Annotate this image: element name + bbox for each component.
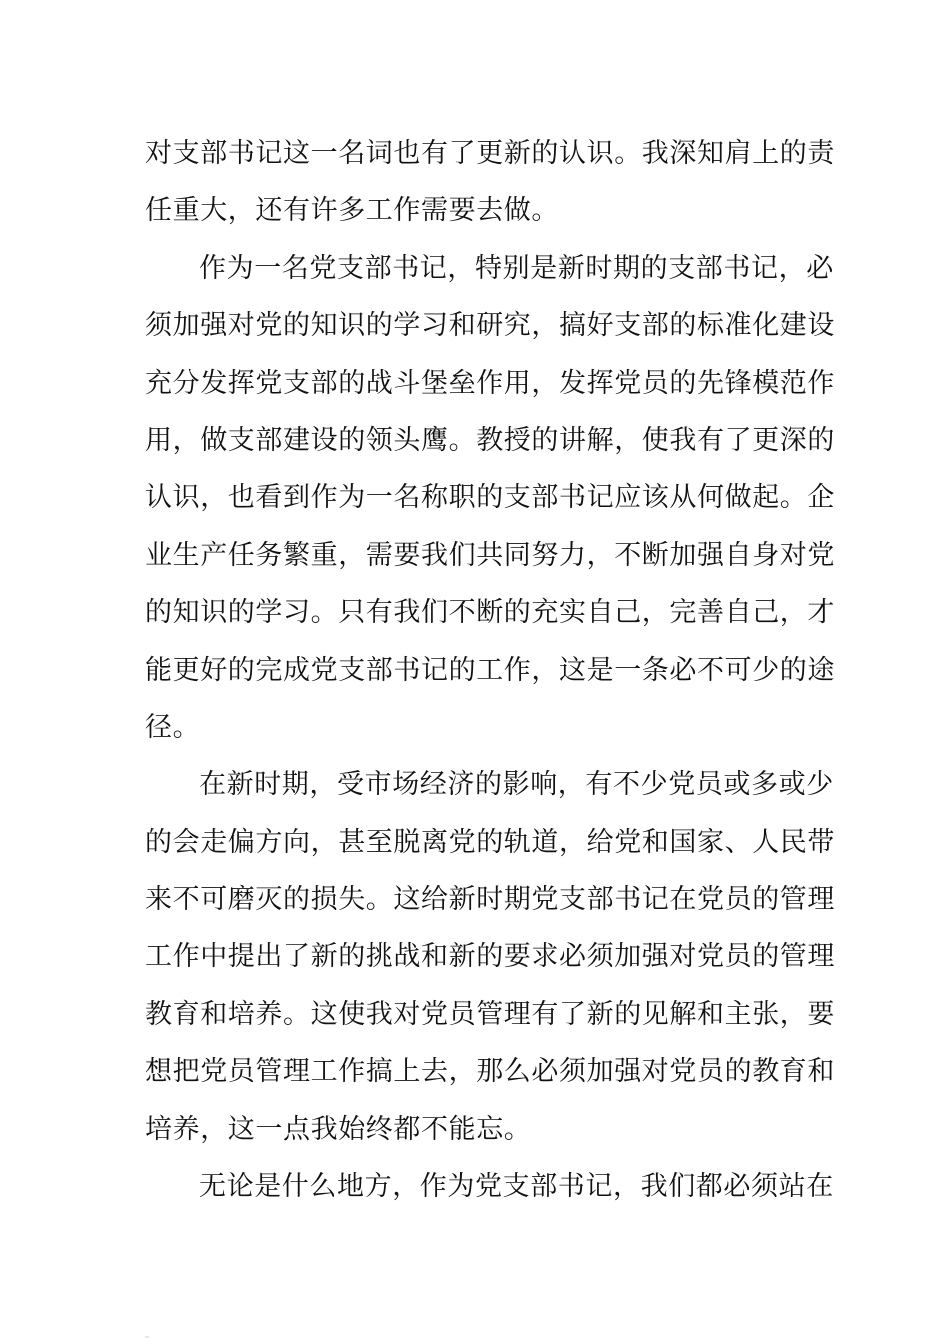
paragraph	[145, 240, 835, 757]
paragraph	[145, 125, 835, 240]
text-line: 的会走偏方向，甚至脱离党的轨道，给党和国家、人民带	[145, 826, 835, 858]
paragraph	[145, 1158, 834, 1215]
text-line: 培养，这一点我始终都不能忘。	[145, 1113, 532, 1145]
text-line: 工作中提出了新的挑战和新的要求必须加强对党员的管理	[145, 941, 835, 973]
paragraph	[145, 756, 835, 1158]
text-line: 来不可磨灭的损失。这给新时期党支部书记在党员的管理	[145, 884, 835, 916]
text-line: 业生产任务繁重，需要我们共同努力，不断加强自身对党	[145, 539, 835, 571]
text-line: 须加强对党的知识的学习和研究，搞好支部的标准化建设	[145, 310, 835, 342]
page-footer-mark	[145, 1336, 149, 1338]
text-line: 教育和培养。这使我对党员管理有了新的见解和主张，要	[145, 998, 835, 1030]
text-line: 用，做支部建设的领头鹰。教授的讲解，使我有了更深的	[145, 424, 835, 456]
text-line: 任重大，还有许多工作需要去做。	[145, 195, 559, 227]
text-line: 想把党员管理工作搞上去，那么必须加强对党员的教育和	[145, 1056, 835, 1088]
text-line: 认识，也看到作为一名称职的支部书记应该从何做起。企	[145, 482, 835, 514]
text-line: 无论是什么地方，作为党支部书记，我们都必须站在	[199, 1171, 834, 1203]
text-line: 作为一名党支部书记，特别是新时期的支部书记，必	[199, 252, 834, 284]
text-line: 充分发挥党支部的战斗堡垒作用，发挥党员的先锋模范作	[145, 367, 835, 399]
text-line: 径。	[145, 711, 201, 743]
document-body	[145, 125, 835, 1215]
text-line: 能更好的完成党支部书记的工作，这是一条必不可少的途	[145, 654, 835, 686]
text-line: 对支部书记这一名词也有了更新的认识。我深知肩上的责	[145, 138, 835, 169]
text-line: 的知识的学习。只有我们不断的充实自己，完善自己，才	[145, 597, 835, 629]
text-line: 在新时期，受市场经济的影响，有不少党员或多或少	[199, 769, 834, 801]
